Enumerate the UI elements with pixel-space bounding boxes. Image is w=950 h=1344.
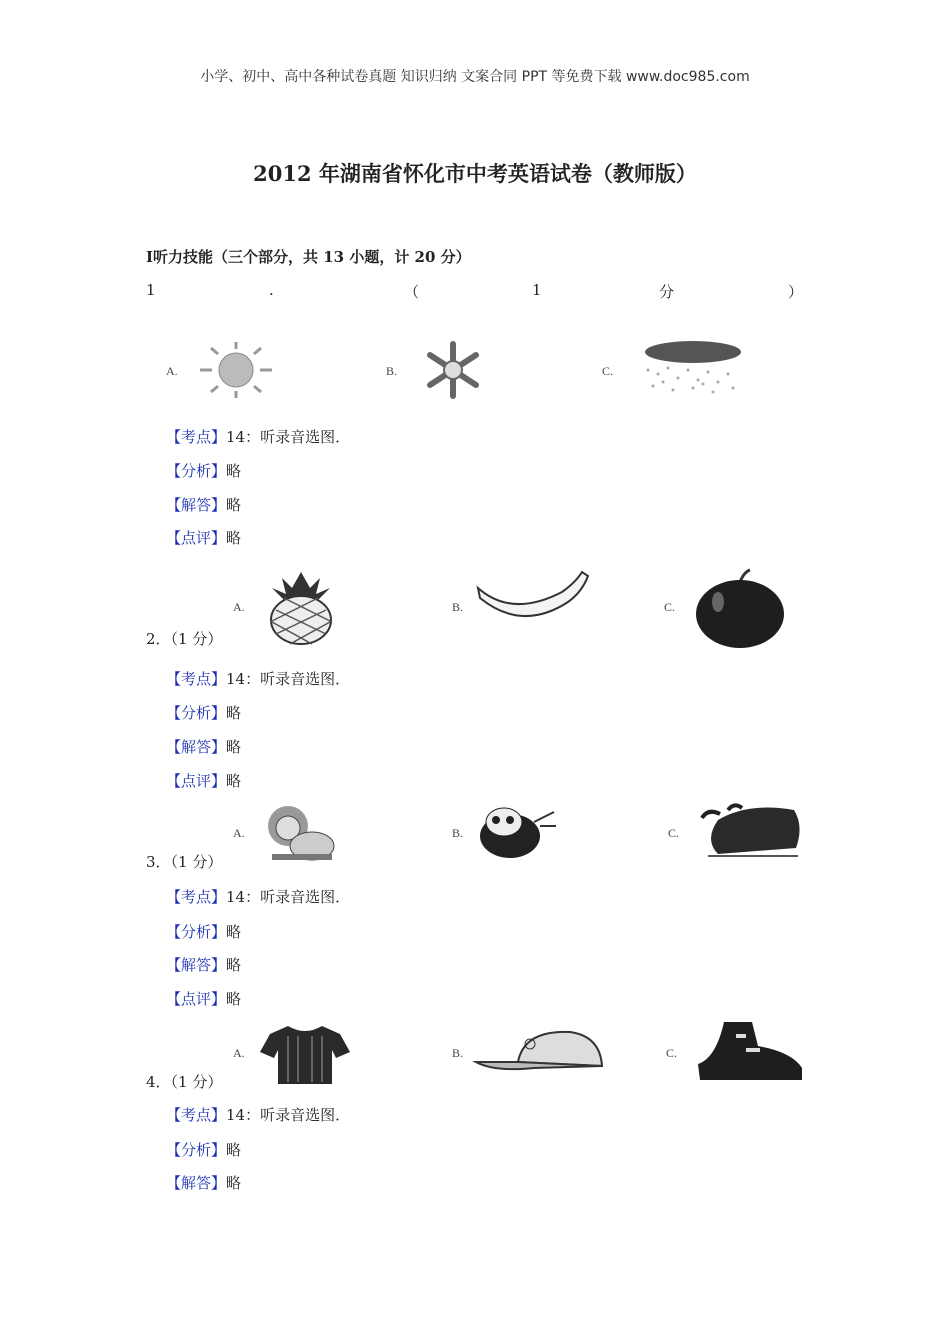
page-title: 2012 年湖南省怀化市中考英语试卷（教师版） <box>253 161 697 186</box>
q4-option-c: C. <box>666 1046 678 1060</box>
q4-fenxi: 【分析】略 <box>166 1141 242 1159</box>
pineapple-icon <box>262 570 340 646</box>
q1-kaodian: 【考点】14：听录音选图． <box>166 428 351 446</box>
panda-icon <box>474 802 558 860</box>
q3-dianping: 【点评】略 <box>166 990 242 1008</box>
q1-jieda: 【解答】略 <box>166 496 242 514</box>
q1-option-c: C. <box>602 364 614 378</box>
q1-close-paren: ） <box>788 283 804 301</box>
snowflake-icon <box>414 340 492 400</box>
banana-icon <box>472 568 592 626</box>
q2-option-c: C. <box>664 600 676 614</box>
q1-score: 1 <box>532 281 542 299</box>
q4-label: 4．（1 分） <box>146 1073 223 1091</box>
rain-cloud-icon <box>638 340 746 398</box>
q1-number: 1 <box>146 281 156 299</box>
q1-fen: 分 <box>659 283 675 301</box>
apple-icon <box>692 566 788 650</box>
section-heading: Ⅰ听力技能（三个部分，共 13 小题，计 20 分） <box>146 248 471 266</box>
q4-option-b: B. <box>452 1046 464 1060</box>
q2-kaodian: 【考点】14：听录音选图． <box>166 670 351 688</box>
q3-option-b: B. <box>452 826 464 840</box>
q2-option-a: A. <box>233 600 245 614</box>
q2-option-b: B. <box>452 600 464 614</box>
q4-option-a: A. <box>233 1046 245 1060</box>
q2-label: 2．（1 分） <box>146 630 223 648</box>
q3-label: 3．（1 分） <box>146 853 223 871</box>
q3-option-c: C. <box>668 826 680 840</box>
q3-kaodian: 【考点】14：听录音选图． <box>166 888 351 906</box>
q1-option-a: A. <box>166 364 178 378</box>
bull-icon <box>698 800 806 864</box>
q2-jieda: 【解答】略 <box>166 738 242 756</box>
q4-kaodian: 【考点】14：听录音选图． <box>166 1106 351 1124</box>
shirt-icon <box>258 1022 352 1086</box>
q3-option-a: A. <box>233 826 245 840</box>
q1-dianping: 【点评】略 <box>166 529 242 547</box>
q2-dianping: 【点评】略 <box>166 772 242 790</box>
cap-icon <box>474 1026 606 1074</box>
shoe-icon <box>694 1018 806 1086</box>
lion-icon <box>262 802 338 864</box>
q1-open-paren: （ <box>404 283 420 301</box>
q1-fenxi: 【分析】略 <box>166 462 242 480</box>
q4-jieda: 【解答】略 <box>166 1174 242 1192</box>
q3-fenxi: 【分析】略 <box>166 923 242 941</box>
q1-option-b: B. <box>386 364 398 378</box>
q3-jieda: 【解答】略 <box>166 956 242 974</box>
sun-icon <box>196 340 276 400</box>
q2-fenxi: 【分析】略 <box>166 704 242 722</box>
site-header: 小学、初中、高中各种试卷真题 知识归纳 文案合同 PPT 等免费下载 www.doc985.com <box>200 69 750 85</box>
q1-dot: . <box>269 281 274 299</box>
